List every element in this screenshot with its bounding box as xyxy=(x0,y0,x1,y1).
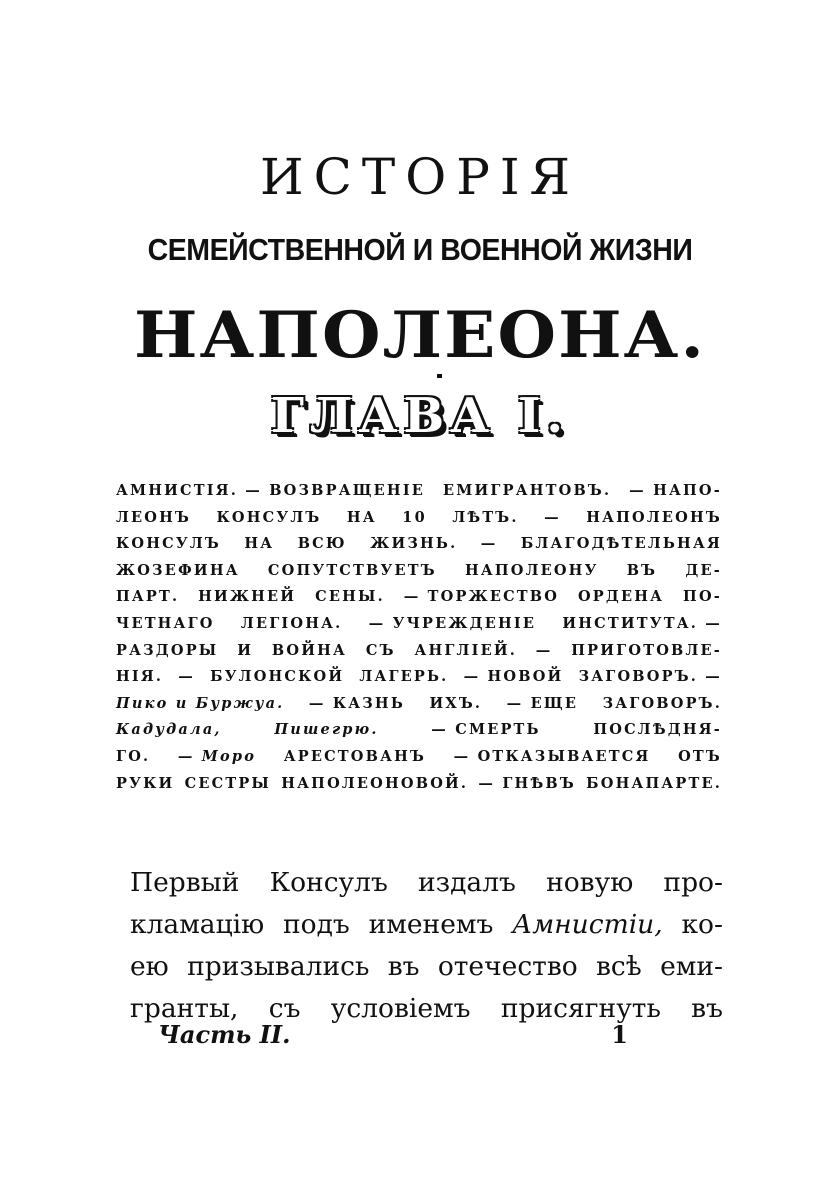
summary-line xyxy=(116,505,722,532)
summary-segment: НИЖНЕЙ xyxy=(198,588,297,606)
body-line-2 xyxy=(130,904,723,946)
summary-line xyxy=(116,478,722,505)
summary-segment: ЗАГОВОРЪ. xyxy=(602,694,722,712)
body-word: Первый xyxy=(130,867,240,898)
summary-line xyxy=(116,558,722,585)
summary-segment: — КАЗНЬ xyxy=(308,694,405,712)
summary-line xyxy=(116,691,722,718)
summary-segment: ЛѢТЪ. xyxy=(452,508,519,526)
summary-line xyxy=(116,584,722,611)
summary-segment: СЕСТРЫ xyxy=(184,774,272,792)
summary-segment: АРЕСТОВАНЪ xyxy=(283,747,427,765)
summary-segment: — ГНѢВЪ xyxy=(478,774,576,792)
title-line-3: НАПОЛЕОНА. xyxy=(133,298,707,373)
summary-segment: — НАПО- xyxy=(629,482,722,499)
summary-segment: ВОЙНА xyxy=(271,641,348,659)
summary-segment: ЖОЗЕФИНА xyxy=(116,561,240,579)
summary-line xyxy=(116,531,722,558)
summary-line xyxy=(116,771,722,798)
summary-segment: — НОВОЙ xyxy=(463,668,564,686)
body-word-italic: Амнистіи, xyxy=(512,909,663,940)
chapter-heading: ГЛАВА I. xyxy=(270,388,570,444)
summary-segment: — Моро xyxy=(177,747,257,765)
ornament-dot xyxy=(437,374,442,378)
summary-segment: КОНСУЛЪ xyxy=(116,535,221,553)
body-word: присягнуть xyxy=(500,993,661,1024)
page-footer xyxy=(158,1020,628,1049)
summary-segment: СОПУТСТВУЕТЪ xyxy=(267,561,437,579)
body-word: еми- xyxy=(660,951,723,982)
summary-segment: РУКИ xyxy=(116,774,175,792)
body-word: про- xyxy=(663,867,723,898)
summary-segment: КОНСУЛЪ xyxy=(216,508,322,526)
summary-segment: — УЧРЕЖДЕНІЕ xyxy=(368,614,537,632)
body-word: съ xyxy=(268,993,301,1024)
body-word: именемъ xyxy=(368,909,494,940)
summary-segment: НАПОЛЕОНЪ xyxy=(586,508,722,526)
summary-segment: — ТОРЖЕСТВО xyxy=(403,588,560,606)
summary-segment: ВЪ xyxy=(626,561,658,579)
page-number: 1 xyxy=(611,1020,628,1049)
body-word: издалъ xyxy=(417,867,516,898)
summary-segment: — xyxy=(544,508,561,526)
body-word: призывались xyxy=(187,951,370,982)
summary-segment: СЕНЫ. xyxy=(315,588,385,606)
summary-segment: ПАРТ. xyxy=(116,588,180,606)
summary-segment: Пишегрю. xyxy=(274,721,379,739)
summary-segment: — СМЕРТЬ xyxy=(431,721,541,739)
summary-segment: ИНСТИТУТА. — xyxy=(562,614,722,632)
title-line-2: СЕМЕЙСТВЕННОЙ И ВОЕННОЙ ЖИЗНИ xyxy=(147,232,693,267)
summary-segment: И xyxy=(237,641,254,659)
body-word: подъ xyxy=(283,909,350,940)
summary-segment: НІЯ. xyxy=(116,668,164,686)
summary-segment: ВСЮ xyxy=(297,535,347,553)
title-line-1: ИСТОРІЯ xyxy=(260,148,580,206)
body-word: новую xyxy=(546,867,634,898)
body-word: гранты, xyxy=(130,993,239,1024)
summary-segment: СЪ xyxy=(365,641,396,659)
summary-segment: ЧЕТНАГО xyxy=(116,614,215,632)
body-word: въ xyxy=(691,993,723,1024)
summary-segment: — ЕЩЕ xyxy=(506,694,579,712)
summary-segment: БОНАПАРТЕ. xyxy=(586,774,722,792)
summary-segment: НАПОЛЕОНУ xyxy=(464,561,599,579)
body-word: отечество xyxy=(437,951,578,982)
body-text xyxy=(130,862,723,1030)
summary-segment: ЛАГЕРЬ. xyxy=(359,668,449,686)
body-word: ею xyxy=(130,951,169,982)
body-line-3 xyxy=(130,946,723,988)
summary-segment: ЕМИГРАНТОВЪ. xyxy=(443,482,612,499)
summary-segment: ОТЪ xyxy=(678,747,722,765)
summary-segment: ЛЕГІОНА. xyxy=(240,614,343,632)
summary-line xyxy=(116,717,722,744)
summary-line xyxy=(116,611,722,638)
summary-segment: — ОТКАЗЫВАЕТСЯ xyxy=(453,747,651,765)
summary-segment: — xyxy=(178,668,195,686)
body-word: въ xyxy=(387,951,420,982)
summary-segment: НА xyxy=(244,535,275,553)
summary-line xyxy=(116,664,722,691)
summary-segment: АМНИСТІЯ. — ВОЗВРАЩЕНІЕ xyxy=(116,482,426,499)
summary-segment: РАЗДОРЫ xyxy=(116,641,219,659)
body-word: кламацію xyxy=(130,909,265,940)
body-line-1 xyxy=(130,862,723,904)
summary-line xyxy=(116,638,722,665)
chapter-summary xyxy=(116,478,722,797)
summary-segment: АНГЛІЕЙ. xyxy=(414,641,517,659)
summary-segment: Кадудала, xyxy=(116,721,222,739)
summary-segment: ДЕ- xyxy=(685,561,722,579)
summary-segment: БУЛОНСКОЙ xyxy=(210,668,345,686)
summary-segment: ОРДЕНА xyxy=(577,588,665,606)
summary-segment: ИХЪ. xyxy=(429,694,483,712)
summary-segment: БЛАГОДѢТЕЛЬНАЯ xyxy=(520,535,722,553)
summary-segment: ЖИЗНЬ. xyxy=(370,535,458,553)
summary-segment: Пико и Буржуа. xyxy=(116,694,285,712)
summary-segment: 10 xyxy=(402,508,427,526)
summary-segment: НА xyxy=(346,508,377,526)
body-word: Консулъ xyxy=(269,867,388,898)
body-word: ко- xyxy=(681,909,723,940)
summary-segment: ПРИГОТОВЛЕ- xyxy=(571,641,722,659)
summary-segment: ПОСЛѢДНЯ- xyxy=(593,721,722,739)
part-label: Часть II. xyxy=(158,1020,291,1049)
summary-segment: ЗАГОВОРЪ. — xyxy=(578,668,722,686)
summary-segment: ПО- xyxy=(683,588,722,606)
summary-segment: ЛЕОНЪ xyxy=(116,508,192,526)
summary-line xyxy=(116,744,722,771)
body-word: условіемъ xyxy=(330,993,471,1024)
summary-segment: — xyxy=(535,641,553,659)
summary-segment: — xyxy=(480,535,498,553)
body-word: всѣ xyxy=(596,951,642,982)
summary-segment: ГО. xyxy=(116,747,151,765)
summary-segment: НАПОЛЕОНОВОЙ. xyxy=(281,774,469,792)
